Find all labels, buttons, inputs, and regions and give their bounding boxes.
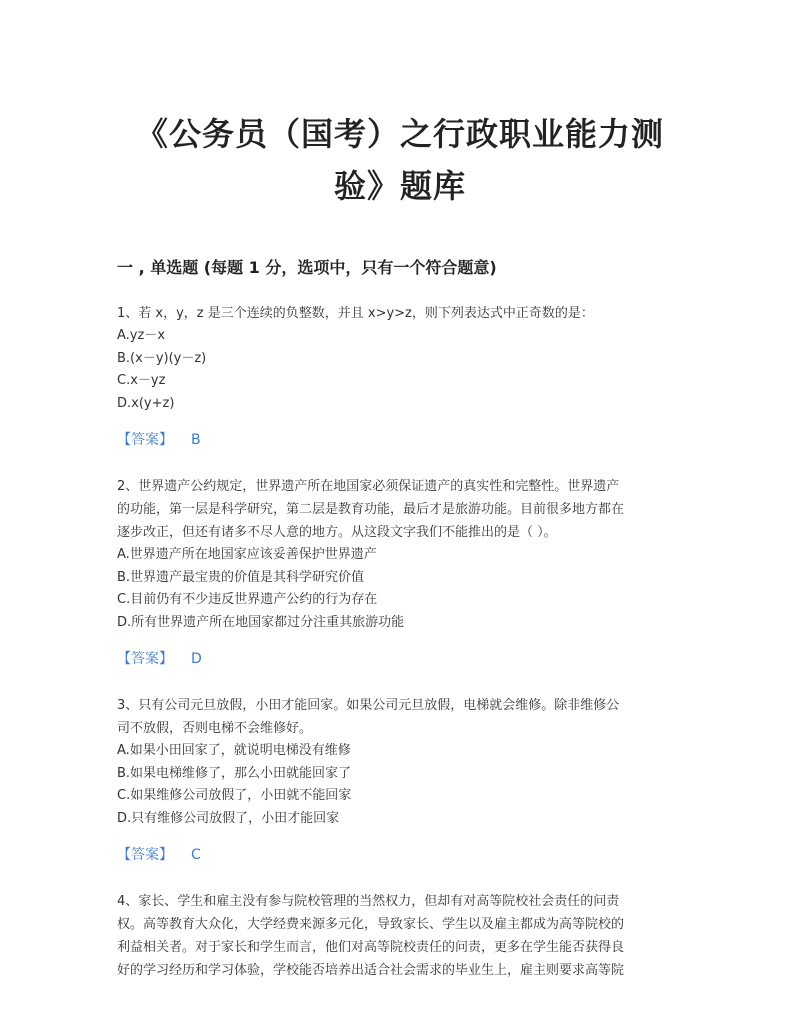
option-a: A.yz－x bbox=[117, 328, 166, 343]
title-part: 国考 bbox=[300, 115, 367, 153]
title-line-1 bbox=[136, 115, 664, 153]
option-b: B.世界遗产最宝贵的价值是其科学研究价值 bbox=[117, 569, 365, 585]
option-c: C.目前仍有不少违反世界遗产公约的行为存在 bbox=[117, 592, 378, 607]
answer-label: 【答案】 bbox=[117, 651, 173, 667]
option-c: C.x－yz bbox=[117, 373, 166, 388]
section-heading: 一 , 单选题 (每题 1 分，选项中，只有一个符合题意) bbox=[117, 258, 497, 277]
title-part: 测 bbox=[631, 115, 665, 153]
question-2 bbox=[117, 475, 683, 670]
stem-line: 司不放假，否则电梯不会维修好。 bbox=[117, 721, 313, 736]
answer-value: D bbox=[191, 651, 202, 667]
option-a: A.世界遗产所在地国家应该妥善保护世界遗产 bbox=[117, 547, 377, 562]
answer-label: 【答案】 bbox=[117, 432, 173, 448]
title-part: 职业 bbox=[499, 115, 566, 153]
document-page bbox=[117, 108, 683, 982]
option-a: A.如果小田回家了，就说明电梯没有维修 bbox=[117, 743, 351, 758]
stem-line: 1、若 x，y，z 是三个连续的负整数，并且 x>y>z，则下列表达式中正奇数的是： bbox=[117, 306, 594, 321]
option-b: B.(x－y)(y－z) bbox=[117, 350, 207, 366]
stem-line: 3、只有公司元旦放假，小田才能回家。如果公司元旦放假，电梯就会维修。除非维修公 bbox=[117, 698, 620, 713]
question-1 bbox=[117, 302, 683, 451]
answer-value: B bbox=[191, 432, 201, 448]
question-4 bbox=[117, 890, 683, 982]
stem-line: 逐步改正，但还有诸多不尽人意的地方。从这段文字我们不能推出的是（ ）。 bbox=[117, 525, 557, 540]
option-b: B.如果电梯维修了，那么小田就能回家了 bbox=[117, 765, 352, 781]
title-part: 能力 bbox=[565, 115, 632, 153]
option-c: C.如果维修公司放假了，小田就不能回家 bbox=[117, 788, 352, 803]
question-stem bbox=[117, 890, 683, 982]
question-3 bbox=[117, 694, 683, 866]
answer-value: C bbox=[191, 847, 201, 863]
stem-line: 4、家长、学生和雇主没有参与院校管理的当然权力，但却有对高等院校社会责任的问责 bbox=[117, 894, 620, 909]
document-title bbox=[117, 108, 683, 212]
option-d: D.x(y+z) bbox=[117, 395, 175, 411]
answer-line bbox=[117, 844, 683, 866]
question-stem bbox=[117, 475, 683, 544]
question-stem bbox=[117, 694, 683, 740]
stem-line: 的功能，第一层是科学研究，第二层是教育功能，最后才是旅游功能。目前很多地方都在 bbox=[117, 502, 625, 517]
answer-line bbox=[117, 429, 683, 451]
stem-line: 好的学习经历和学习体验，学校能否培养出适合社会需求的毕业生上，雇主则要求高等院 bbox=[117, 963, 625, 978]
title-part: ） bbox=[366, 115, 400, 153]
option-d: D.只有维修公司放假了，小田才能回家 bbox=[117, 810, 340, 826]
title-line-2: 验》题库 bbox=[333, 167, 466, 205]
option-d: D.所有世界遗产所在地国家都过分注重其旅游功能 bbox=[117, 614, 405, 630]
title-part: 之行政 bbox=[400, 115, 500, 153]
title-part: 公 bbox=[168, 115, 202, 153]
question-stem bbox=[117, 302, 683, 325]
stem-line: 利益相关者。对于家长和学生而言，他们对高等院校责任的问责，更多在学生能否获得良 bbox=[117, 940, 625, 955]
answer-line bbox=[117, 648, 683, 670]
title-part: 务员（ bbox=[201, 115, 301, 153]
title-part: 《 bbox=[135, 115, 169, 153]
stem-line: 2、世界遗产公约规定，世界遗产所在地国家必须保证遗产的真实性和完整性。世界遗产 bbox=[117, 479, 620, 494]
stem-line: 权。高等教育大众化，大学经费来源多元化，导致家长、学生以及雇主都成为高等院校的 bbox=[117, 917, 625, 932]
answer-label: 【答案】 bbox=[117, 847, 173, 863]
